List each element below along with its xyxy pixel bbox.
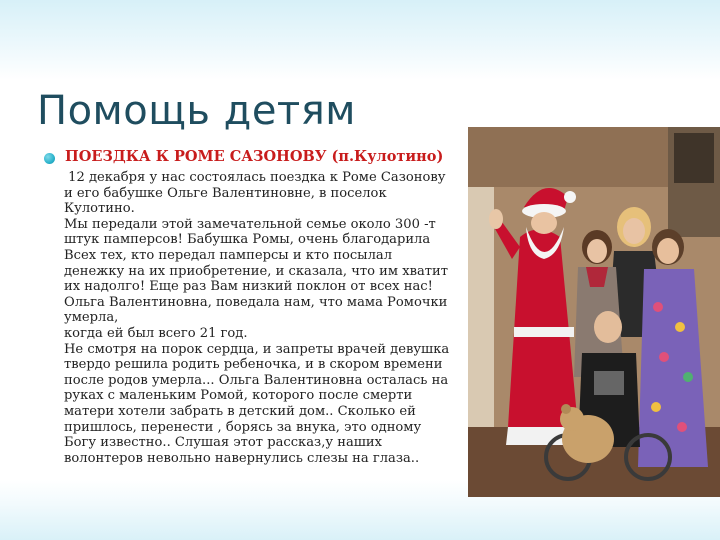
body-line: умерла,: [64, 310, 119, 326]
body-line: Богу известно.. Слушая этот рассказ,у наших: [64, 435, 383, 451]
body-line: денежку на их приобретение, и сказала, что им хватит: [64, 263, 449, 279]
family-photo: [468, 127, 720, 497]
bullet-dot-icon: [44, 153, 55, 164]
body-line: матери хотели забрать в детский дом.. Сколько ей: [64, 403, 416, 419]
body-line: Кулотино.: [64, 201, 135, 217]
body-line: Не смотря на порок сердца, и запреты врачей девушка: [64, 341, 450, 357]
body-line: после родов умерла... Ольга Валентиновна осталась на: [64, 372, 449, 388]
bullet-heading: ПОЕЗДКА К РОМЕ САЗОНОВУ (п.Кулотино): [65, 148, 444, 165]
top-gradient-band: [0, 0, 720, 80]
body-line: 12 декабря у нас состоялась поездка к Роме Сазонову: [64, 170, 446, 185]
body-line: Ольга Валентиновна, поведала нам, что мама Ромочки: [64, 294, 448, 310]
slide-title: Помощь детям: [37, 88, 356, 134]
body-line: твердо решила родить ребеночка, и в скором времени: [64, 357, 443, 373]
body-line: Мы передали этой замечательной семье около 300 -т: [64, 216, 436, 232]
body-line: волонтеров невольно навернулись слезы на глаза..: [64, 450, 420, 466]
body-line: штук памперсов! Бабушка Ромы, очень благодарила: [64, 232, 431, 248]
body-line: Всех тех, кто передал памперсы и кто посылал: [64, 247, 393, 263]
body-line: пришлось, перенести , борясь за внука, это одному: [64, 419, 422, 435]
body-text: [64, 170, 468, 466]
body-line: их надолго! Еще раз Вам низкий поклон от всех нас!: [64, 279, 433, 295]
body-line: руках с маленьким Ромой, которого после смерти: [64, 388, 413, 404]
body-line: когда ей был всего 21 год.: [64, 325, 248, 341]
body-line: и его бабушке Ольге Валентиновне, в поселок: [64, 185, 387, 201]
